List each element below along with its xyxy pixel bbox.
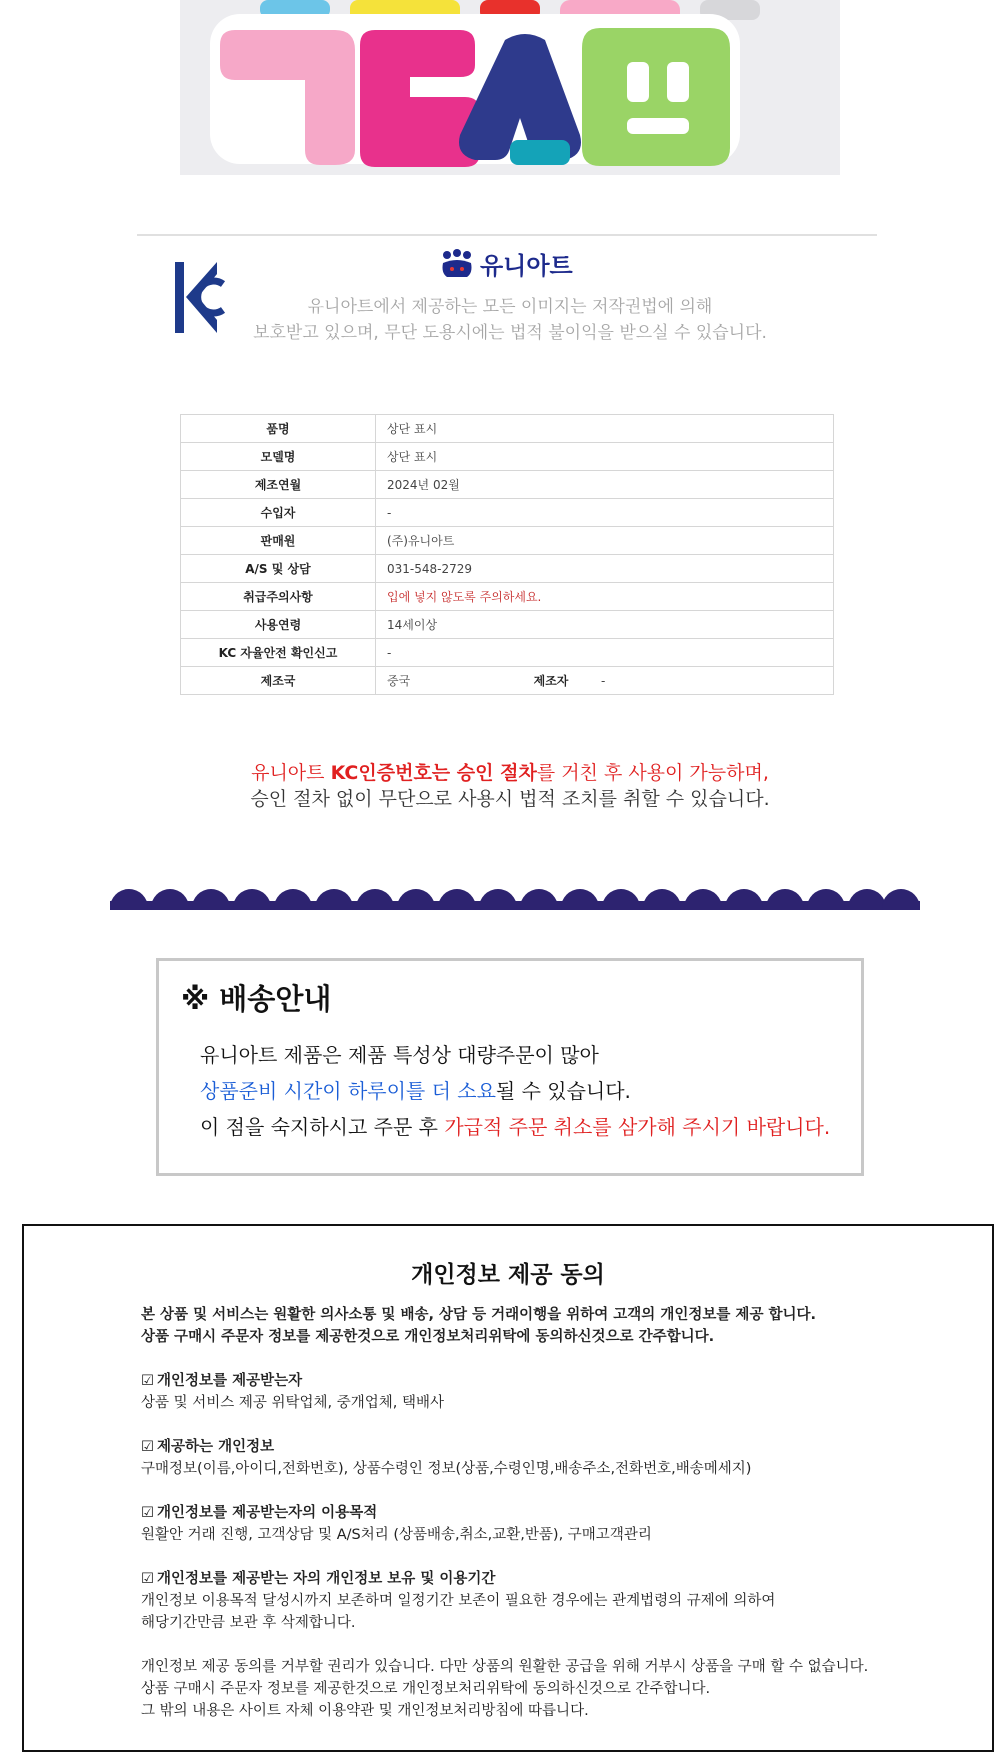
section-title-text: 개인정보를 제공받는자 <box>157 1373 303 1389</box>
spec-label: 제조연월 <box>181 471 376 499</box>
copyright-line-2: 보호받고 있으며, 무단 도용시에는 법적 불이익을 받으실 수 있습니다. <box>253 323 767 343</box>
shipping-body <box>200 1037 830 1145</box>
shipping-line-2 <box>200 1073 830 1109</box>
spec-value: 중국 <box>376 667 512 695</box>
privacy-consent-box <box>22 1224 994 1752</box>
copyright-line-1: 유니아트에서 제공하는 모든 이미지는 저작권법에 의해 <box>307 297 713 317</box>
privacy-section-3-body: 원활안 거래 진행, 고객상담 및 A/S처리 (상품배송,취소,교환,반품), 구매고객관리 <box>141 1527 652 1543</box>
table-row <box>181 415 834 443</box>
spec-value: 14세이상 <box>376 611 834 639</box>
privacy-outro-2: 상품 구매시 주문자 정보를 제공한것으로 개인정보처리위탁에 동의하신것으로 간주합니다. <box>141 1681 711 1697</box>
shipping-warning: 가급적 주문 취소를 삼가해 주시기 바랍니다. <box>444 1115 831 1139</box>
spec-value: 상단 표시 <box>376 415 834 443</box>
privacy-intro-2: 상품 구매시 주문자 정보를 제공한것으로 개인정보처리위탁에 동의하신것으로 간주합니다. <box>141 1329 715 1345</box>
shipping-highlight: 상품준비 시간이 하루이틀 더 소요 <box>200 1079 496 1103</box>
brand-logo <box>440 246 573 280</box>
spec-value: (주)유니아트 <box>376 527 834 555</box>
checkbox-icon: ☑ <box>141 1571 154 1587</box>
privacy-intro-1: 본 상품 및 서비스는 원활한 의사소통 및 배송, 상담 등 거래이행을 위하여 고객의 개인정보를 제공 합니다. <box>141 1307 817 1323</box>
spec-value: 2024년 02월 <box>376 471 834 499</box>
product-spec-table <box>180 414 834 695</box>
kc-notice-text: 유니아트 <box>251 762 331 784</box>
table-row <box>181 499 834 527</box>
spec-label: 품명 <box>181 415 376 443</box>
table-row <box>181 639 834 667</box>
privacy-outro-3: 그 밖의 내용은 사이트 자체 이용약관 및 개인정보처리방침에 따릅니다. <box>141 1703 589 1719</box>
section-title-text: 개인정보를 제공받는 자의 개인정보 보유 및 이용기간 <box>157 1571 496 1587</box>
table-row <box>181 611 834 639</box>
checkbox-icon: ☑ <box>141 1439 154 1455</box>
shipping-line-1: 유니아트 제품은 제품 특성상 대량주문이 많아 <box>200 1043 599 1067</box>
privacy-section-4-body-2: 해당기간만큼 보관 후 삭제합니다. <box>141 1615 356 1631</box>
scallop-divider <box>110 888 920 910</box>
spec-caution-value: 입에 넣지 않도록 주의하세요. <box>376 583 834 611</box>
kc-notice-text: 를 거친 후 사용이 가능하며, <box>536 762 769 784</box>
brand-name: 유니아트 <box>480 251 573 280</box>
uniart-paw-icon <box>440 249 474 277</box>
spec-label: A/S 및 상담 <box>181 555 376 583</box>
spec-label: 판매원 <box>181 527 376 555</box>
checkbox-icon: ☑ <box>141 1505 154 1521</box>
checkbox-icon: ☑ <box>141 1373 154 1389</box>
spec-value: - <box>376 499 834 527</box>
kc-notice-line-2: 승인 절차 없이 무단으로 사용시 법적 조치를 취할 수 있습니다. <box>250 788 770 810</box>
spec-value: 031-548-2729 <box>376 555 834 583</box>
kc-notice-line-1 <box>150 760 870 786</box>
table-row <box>181 667 834 695</box>
shipping-title: ※ 배송안내 <box>181 982 332 1016</box>
section-title-text: 개인정보를 제공받는자의 이용목적 <box>157 1505 378 1521</box>
privacy-outro-1: 개인정보 제공 동의를 거부할 권리가 있습니다. 다만 상품의 원활한 공급을 위해 거부시 상품을 구매 할 수 없습니다. <box>141 1659 869 1675</box>
kc-certification-notice <box>150 760 870 812</box>
spec-value: 상단 표시 <box>376 443 834 471</box>
section-title-text: 제공하는 개인정보 <box>157 1439 275 1455</box>
spec-label: 모델명 <box>181 443 376 471</box>
spec-value: - <box>591 667 834 695</box>
felt-letters-illustration <box>180 0 840 175</box>
section-divider <box>137 234 877 236</box>
privacy-section-4-body-1: 개인정보 이용목적 달성시까지 보존하며 일정기간 보존이 필요한 경우에는 관계법령의 규제에 의하여 <box>141 1593 776 1609</box>
kc-notice-emphasis: KC인증번호는 승인 절차 <box>330 762 537 784</box>
shipping-line-3 <box>200 1109 830 1145</box>
spec-label: KC 자율안전 확인신고 <box>181 639 376 667</box>
privacy-section-4-title <box>141 1568 495 1590</box>
table-row <box>181 583 834 611</box>
spec-label: 제조자 <box>511 667 591 695</box>
privacy-section-1-body: 상품 및 서비스 제공 위탁업체, 중개업체, 택배사 <box>141 1395 445 1411</box>
table-row <box>181 471 834 499</box>
table-row <box>181 527 834 555</box>
table-row <box>181 555 834 583</box>
product-image <box>180 0 840 175</box>
shipping-text: 이 점을 숙지하시고 주문 후 <box>200 1115 445 1139</box>
table-row <box>181 443 834 471</box>
spec-label: 취급주의사항 <box>181 583 376 611</box>
spec-label: 제조국 <box>181 667 376 695</box>
spec-label: 사용연령 <box>181 611 376 639</box>
shipping-info-box <box>156 958 864 1176</box>
privacy-section-2-title <box>141 1436 274 1458</box>
privacy-section-2-body: 구매정보(이름,아이디,전화번호), 상품수령인 정보(상품,수령인명,배송주소,전화번호,배송메세지) <box>141 1461 752 1477</box>
privacy-section-3-title <box>141 1502 377 1524</box>
shipping-text: 될 수 있습니다. <box>495 1079 631 1103</box>
spec-label: 수입자 <box>181 499 376 527</box>
spec-value: - <box>376 639 834 667</box>
privacy-title: 개인정보 제공 동의 <box>411 1262 605 1288</box>
copyright-notice <box>190 294 830 346</box>
privacy-section-1-title <box>141 1370 302 1392</box>
